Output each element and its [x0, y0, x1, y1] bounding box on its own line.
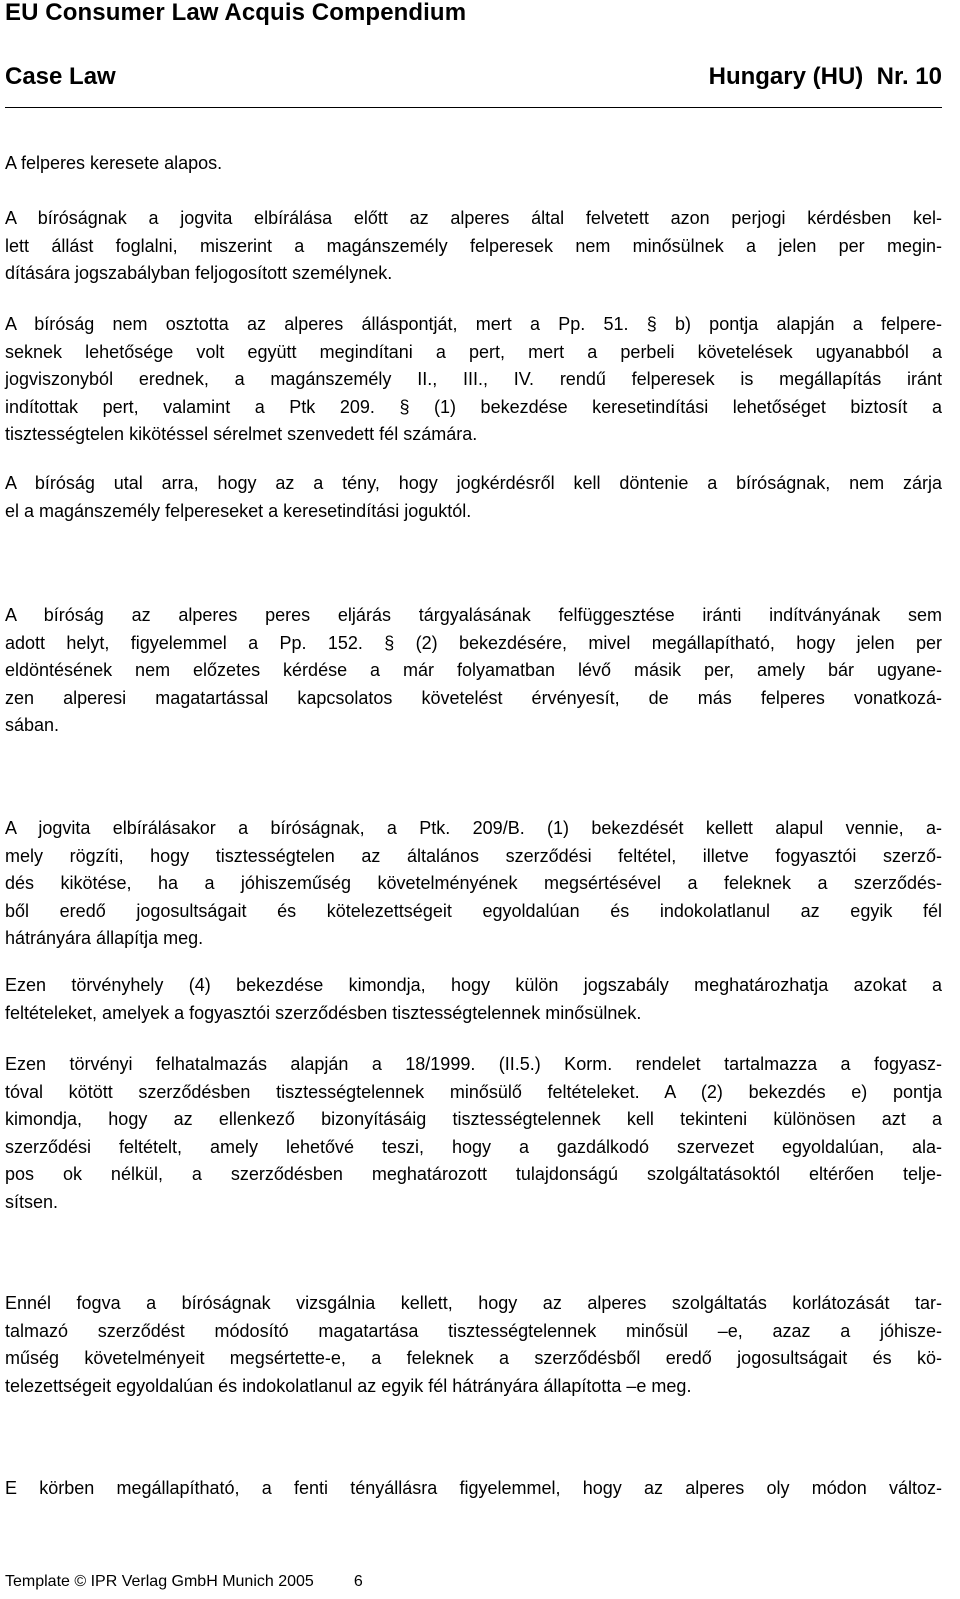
paragraph-line: feltételeket, amelyek a fogyasztói szerződésben tisztességtelennek minősülnek. — [5, 1002, 642, 1023]
paragraph-7 — [5, 972, 942, 1027]
paragraph-5 — [5, 602, 942, 740]
paragraph-2 — [5, 205, 942, 288]
paragraph-line: seknek lehetősége volt együtt megindítani a pert, mert a perbeli követelések ugyanabból a — [5, 341, 942, 362]
paragraph-6 — [5, 815, 942, 953]
paragraph-line: dítására jogszabályban feljogosított személynek. — [5, 263, 393, 283]
paragraph-line: eldöntésének nem előzetes kérdése a már folyamatban lévő másik per, amely bár ugyane- — [5, 660, 942, 680]
paragraph-10 — [5, 1475, 942, 1503]
page-footer — [5, 1572, 363, 1592]
paragraph-line: műség követelményeit megsértette-e, a feleknek a szerződésből eredő jogosultságait és kö- — [5, 1348, 942, 1368]
paragraph-line: tóval kötött szerződésben tisztességtelennek minősülő feltételeket. A (2) bekezdés e) pontja — [5, 1081, 942, 1102]
paragraph-line: ből eredő jogosultságait és kötelezettségeit egyoldalúan és indokolatlanul az egyik fél — [5, 900, 942, 921]
case-reference: Hungary (HU) Nr. 10 — [708, 63, 942, 90]
paragraph-4 — [5, 470, 942, 525]
paragraph-line: A bíróság nem osztotta az alperes álláspontját, mert a Pp. 51. § b) pontja alapján a felpere- — [5, 314, 942, 334]
paragraph-line: adott helyt, figyelemmel a Pp. 152. § (2) bekezdésére, mivel megállapítható, hogy jelen per — [5, 632, 942, 653]
paragraph-9 — [5, 1290, 942, 1400]
paragraph-line: el a magánszemély felpereseket a keresetindítási joguktól. — [5, 500, 472, 521]
paragraph-line: indítottak pert, valamint a Ptk 209. § (1) bekezdése keresetindítási lehetőséget biztosít a — [5, 396, 942, 417]
paragraph-1 — [5, 150, 942, 178]
paragraph-line: A bíróságnak a jogvita elbírálása előtt az alperes által felvetett azon perjogi kérdésben kel- — [5, 208, 942, 228]
paragraph-8 — [5, 1051, 942, 1216]
section-label: Case Law — [5, 63, 116, 90]
paragraph-line: mely rögzíti, hogy tisztességtelen az általános szerződési feltétel, illetve fogyasztói szerző- — [5, 845, 942, 866]
paragraph-line: Ezen törvényhely (4) bekezdése kimondja, hogy külön jogszabály meghatározhatja azokat a — [5, 975, 942, 995]
paragraph-line: pos ok nélkül, a szerződésben meghatározott tulajdonságú szolgáltatásoktól eltérően telje- — [5, 1164, 942, 1184]
paragraph-line: tisztességtelen kikötéssel sérelmet szenvedett fél számára. — [5, 424, 478, 444]
paragraph-line: szerződési feltételt, amely lehetővé teszi, hogy a gazdálkodó szervezet egyoldalúan, ala- — [5, 1136, 942, 1157]
paragraph-line: jogviszonyból erednek, a magánszemély II., III., IV. rendű felperesek is megállapítás iránt — [5, 369, 942, 389]
header-divider — [5, 107, 942, 108]
paragraph-line: zen alperesi magatartással kapcsolatos követelést érvényesít, de más felperes vonatkozá- — [5, 687, 942, 708]
page-number: 6 — [353, 1573, 363, 1590]
paragraph-line: Ezen törvényi felhatalmazás alapján a 18/1999. (II.5.) Korm. rendelet tartalmazza a fogyasz- — [5, 1054, 942, 1074]
paragraph-line: talmazó szerződést módosító magatartása tisztességtelennek minősül –e, azaz a jóhisze- — [5, 1320, 942, 1341]
paragraph-line: A bíróság utal arra, hogy az a tény, hogy jogkérdésről kell döntenie a bíróságnak, nem zárja — [5, 473, 942, 493]
section-header — [5, 63, 942, 93]
paragraph-line: Ennél fogva a bíróságnak vizsgálnia kellett, hogy az alperes szolgáltatás korlátozását tar- — [5, 1293, 942, 1313]
paragraph-line: kimondja, hogy az ellenkező bizonyításáig tisztességtelennek kell tekinteni különösen azt a — [5, 1109, 942, 1129]
paragraph-line: sítsen. — [5, 1191, 59, 1212]
paragraph-line: E körben megállapítható, a fenti tényállásra figyelemmel, hogy az alperes oly módon változ- — [5, 1478, 942, 1498]
paragraph-3 — [5, 311, 942, 449]
paragraph-line: telezettségeit egyoldalúan és indokolatlanul az egyik fél hátrányára állapította –e meg. — [5, 1375, 692, 1396]
paragraph-line: sában. — [5, 715, 60, 735]
footer-copyright: Template © IPR Verlag GmbH Munich 2005 — [5, 1573, 314, 1590]
paragraph-line: lett állást foglalni, miszerint a magánszemély felperesek nem minősülnek a jelen per megin- — [5, 235, 942, 256]
paragraph-line: A felperes keresete alapos. — [5, 153, 223, 173]
paragraph-line: A bíróság az alperes peres eljárás tárgyalásának felfüggesztése iránti indítványának sem — [5, 605, 942, 625]
paragraph-line: A jogvita elbírálásakor a bíróságnak, a Ptk. 209/B. (1) bekezdését kellett alapul vennie, a- — [5, 818, 942, 838]
paragraph-line: hátrányára állapítja meg. — [5, 928, 204, 948]
document-title: EU Consumer Law Acquis Compendium — [5, 0, 467, 26]
paragraph-line: dés kikötése, ha a jóhiszeműség követelményének megsértésével a feleknek a szerződés- — [5, 873, 942, 893]
